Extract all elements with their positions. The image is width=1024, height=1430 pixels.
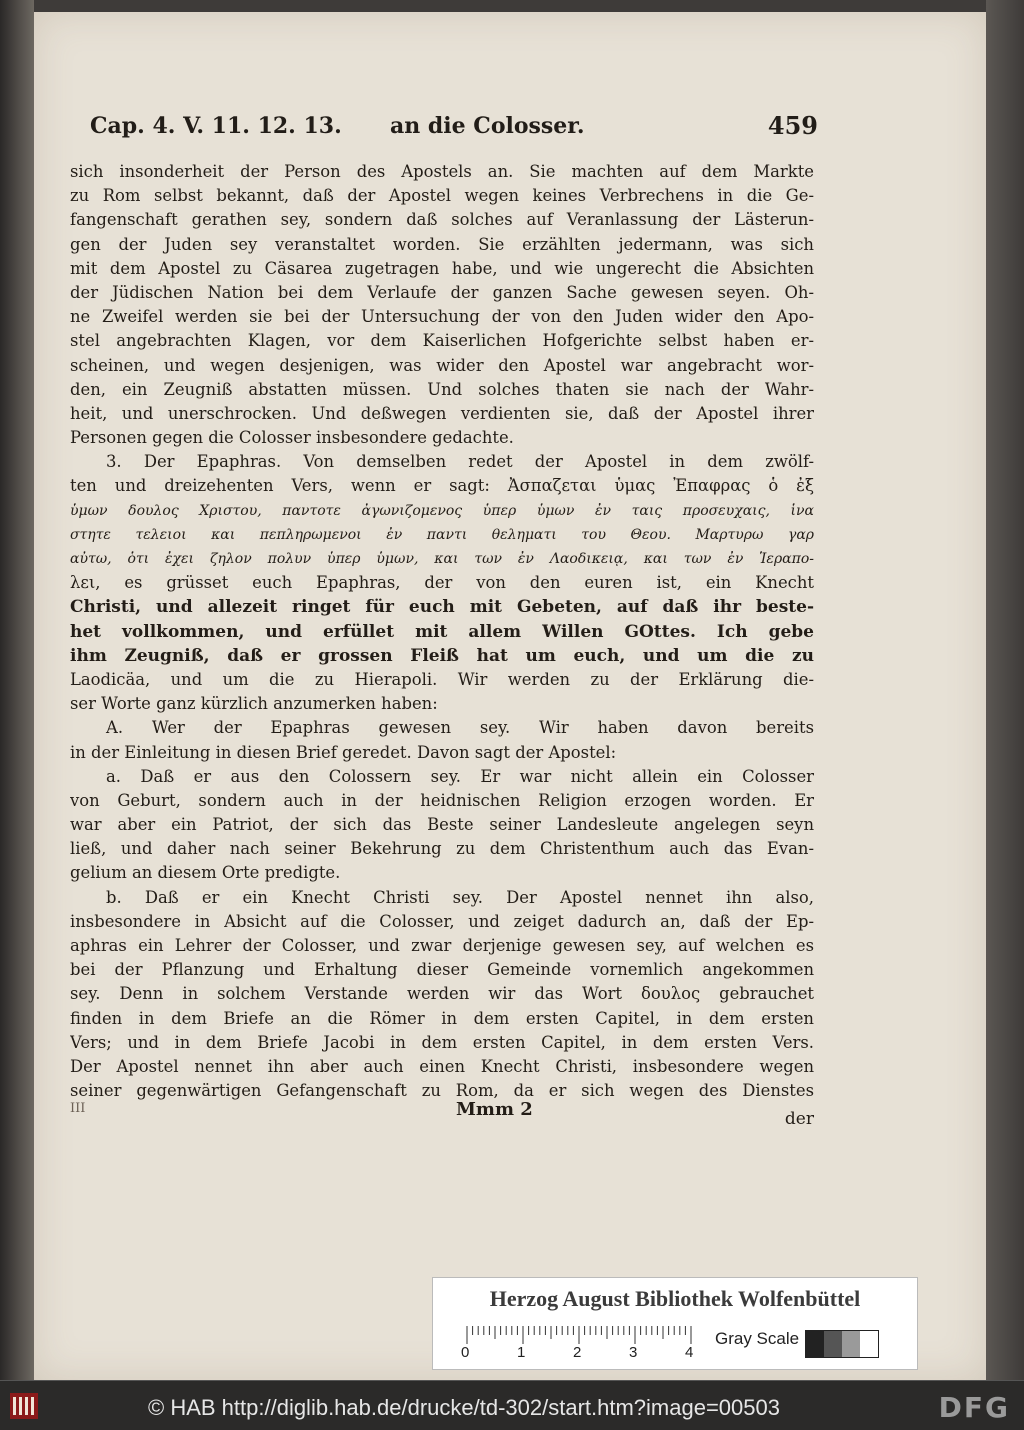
page-header [90,107,818,147]
copyright-url[interactable]: © HAB http://diglib.hab.de/drucke/td-302/start.htm?image=00503 [148,1395,780,1420]
text-line: bei der Pflanzung und Erhaltung dieser Gemeinde vornemlich angekommen [70,960,814,980]
text-line: ser Worte ganz kürzlich anzumerken haben: [70,694,438,714]
text-line: sey. Denn in solchem Verstande werden wir das Wort δουλος gebrauchet [70,984,814,1004]
gray-swatch [824,1331,842,1357]
text-line: den, ein Zeugniß abstatten müssen. Und solches thaten sie nach der Wahr- [70,379,814,399]
ruler-label-1: 1 [517,1344,526,1361]
text-line: ne Zweifel werden sie bei der Untersuchung der von den Juden wider den Apo- [70,307,814,327]
body-text [70,160,814,1103]
gray-swatch [860,1331,878,1357]
text-line: gelium an diesem Orte predigte. [70,863,341,883]
text-line: heit, und unerschrocken. Und deßwegen verdienten sie, daß der Apostel ihrer [70,403,814,423]
text-line: b. Daß er ein Knecht Christi sey. Der Apostel nennet ihn also, [106,887,814,907]
text-line: Laodicäa, und um die zu Hierapoli. Wir werden zu der Erklärung die- [70,669,814,689]
text-line: Vers; und in dem Briefe Jacobi in dem ersten Capitel, in dem ersten Vers. [70,1032,814,1052]
text-line: ihm Zeugniß, daß er grossen Fleiß hat um euch, und um die zu [70,645,814,666]
gray-swatch [842,1331,860,1357]
text-line: a. Daß er aus den Colossern sey. Er war nicht allein ein Colosser [106,766,814,786]
running-head-title: an die Colosser. [390,113,585,139]
page-footer [70,1093,814,1127]
text-line: zu Rom selbst bekannt, daß der Apostel wegen keines Verbrechens in die Ge- [70,186,814,206]
scale-ruler [461,1326,705,1362]
gray-swatch [806,1331,824,1357]
text-line: αὐτω, ὁτι ἐχει ζηλον πολυν ὑπερ ὑμων, και των ἐν Λαοδικειᾳ, και των ἐν Ἱεραπο- [70,551,814,567]
dfg-logo: DFG [938,1391,1010,1424]
text-line: mit dem Apostel zu Cäsarea zugetragen habe, und wie ungerecht die Absichten [70,258,814,278]
text-line: aphras ein Lehrer der Colosser, und zwar derjenige gewesen sey, auf welchen es [70,936,814,955]
text-line: von Geburt, sondern auch in der heidnischen Religion erzogen worden. Er [70,790,814,810]
text-line: sich insonderheit der Person des Apostels an. Sie machten auf dem Markte [70,162,814,181]
viewer-right-margin [986,0,1024,1380]
page-number: 459 [767,111,818,140]
text-line: 3. Der Epaphras. Von demselben redet der Apostel in dem zwölf- [106,452,814,472]
text-line: ὑμων δουλος Χριστου, παντοτε ἀγωνιζομενος ὑπερ ὑμων ἐν ταις προσευχαις, ἱνα [70,502,814,519]
text-line: ließ, und daher nach seiner Bekehrung zu dem Christenthum auch das Evan- [70,839,814,859]
signature-mark: Mmm 2 [456,1099,533,1120]
text-line: finden in dem Briefe an die Römer in dem ersten Capitel, in dem ersten [70,1008,814,1028]
text-line: Christi, und allezeit ringet für euch mit Gebeten, auf daß ihr beste- [70,597,814,618]
text-line: Personen gegen die Colosser insbesondere gedachte. [70,428,514,448]
text-line: insbesondere in Absicht auf die Colosser, und zeiget dadurch an, daß der Ep- [70,911,814,931]
text-line: gen der Juden sey veranstaltet worden. Sie erzählten jedermann, was sich [70,234,814,254]
text-line: war aber ein Patriot, der sich das Beste seiner Landesleute angelegen seyn [70,815,814,835]
text-line: scheinen, und wegen desjenigen, was wider den Apostel war angebracht wor- [70,355,814,375]
text-line: A. Wer der Epaphras gewesen sey. Wir haben davon bereits [106,718,814,738]
ruler-label-3: 3 [629,1344,638,1361]
ruler-label-2: 2 [573,1344,582,1361]
ruler-label-4: 4 [685,1344,694,1361]
text-line: fangenschaft gerathen sey, sondern daß solches auf Veranlassung der Lästerun- [70,210,814,230]
text-line: seiner gegenwärtigen Gefangenschaft zu Rom, da er sich wegen des Dienstes [70,1081,814,1101]
gray-scale-label: Gray Scale [715,1329,800,1348]
text-line: ten und dreizehenten Vers, wenn er sagt: Ἀσπαζεται ὑμας Ἐπαφρας ὁ ἐξ [70,476,814,496]
text-line: λει, es grüsset euch Epaphras, der von den euren ist, ein Knecht [70,573,814,593]
library-name: Herzog August Bibliothek Wolfenbüttel [489,1286,861,1311]
text-line: στητε τελειοι και πεπληρωμενοι ἐν παντι θεληματι του Θεου. Μαρτυρω γαρ [70,526,814,543]
text-line: het vollkommen, und erfüllet mit allem Willen GOttes. Ich gebe [70,621,814,642]
gray-scale-swatches [805,1330,879,1358]
book-spine-edge [0,0,34,1380]
catchword: der [784,1109,814,1129]
ruler-ticks [465,1326,705,1346]
text-line: der Jüdischen Nation bei dem Verlaufe der ganzen Sache gewesen seyen. Oh- [70,282,814,302]
text-line: Der Apostel nennet ihn aber auch einen Knecht Christi, insbesondere wegen [70,1056,814,1076]
text-line: in der Einleitung in diesen Brief geredet. Davon sagt der Apostel: [70,742,617,762]
ruler-label-0: 0 [461,1344,470,1361]
running-head-chapter: Cap. 4. V. 11. 12. 13. [90,113,342,139]
library-color-target [432,1277,918,1370]
library-logo-icon [10,1393,38,1419]
status-bar [0,1380,1024,1430]
footer-mark: III [70,1101,86,1116]
text-line: stel angebrachten Klagen, vor dem Kaiserlichen Hofgerichte selbst haben er- [70,331,814,351]
